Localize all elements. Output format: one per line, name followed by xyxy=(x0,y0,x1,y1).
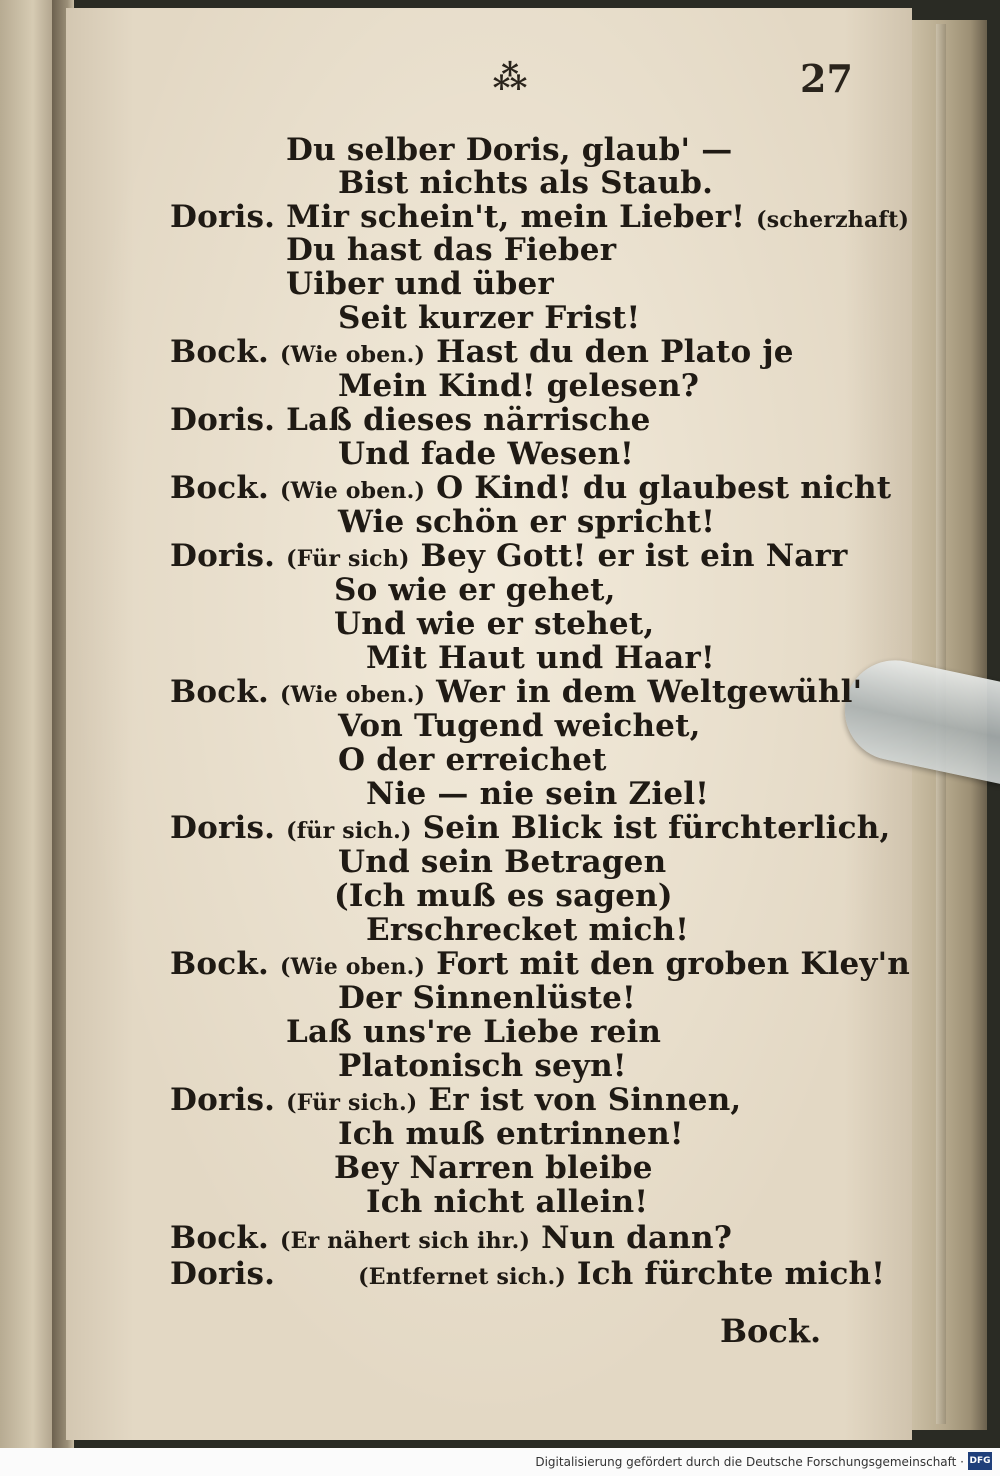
stage-direction: (Wie oben.) xyxy=(280,682,426,708)
speaker-name: Bock. xyxy=(170,674,270,710)
text-line: (Ich muß es sagen) xyxy=(334,878,673,914)
text-line: Nie — nie sein Ziel! xyxy=(366,776,710,812)
stage-direction: (Für sich.) xyxy=(286,1090,418,1116)
text-line: Du selber Doris, glaub' — xyxy=(286,132,733,168)
speaker-name: Bock. xyxy=(170,334,270,370)
text-line: Ich nicht allein! xyxy=(366,1184,649,1220)
text-line: Doris. (Entfernet sich.) Ich fürchte mich! xyxy=(170,1256,886,1292)
stage-direction: (Wie oben.) xyxy=(280,342,426,368)
text-line: Bist nichts als Staub. xyxy=(338,165,714,201)
text-line: Und wie er stehet, xyxy=(334,606,655,642)
text-line: Wie schön er spricht! xyxy=(338,504,716,540)
text-line: Mein Kind! gelesen? xyxy=(338,368,700,404)
stage-direction: (Er nähert sich ihr.) xyxy=(280,1228,531,1254)
catchword: Bock. xyxy=(720,1312,822,1350)
stage-direction: (scherzhaft) xyxy=(756,207,910,233)
text-line: Bock. (Wie oben.) Wer in dem Weltgewühl' xyxy=(170,674,863,710)
speaker-name: Bock. xyxy=(170,470,270,506)
speaker-name: Doris. xyxy=(170,1256,276,1292)
text-line: Bock. (Er nähert sich ihr.) Nun dann? xyxy=(170,1220,733,1256)
footer-credit: Digitalisierung gefördert durch die Deutsche Forschungsgemeinschaft · xyxy=(535,1455,964,1469)
text-line: Seit kurzer Frist! xyxy=(338,300,641,336)
stage-direction: (Wie oben.) xyxy=(280,954,426,980)
page-number: 27 xyxy=(800,56,853,101)
speaker-name: Doris. xyxy=(170,810,276,846)
text-line: Bock. (Wie oben.) O Kind! du glaubest nicht xyxy=(170,470,892,506)
text-line: Bock. (Wie oben.) Hast du den Plato je xyxy=(170,334,794,370)
left-page-edge xyxy=(0,0,60,1476)
text-line: Doris. Laß dieses närrische xyxy=(170,402,651,438)
text-line: Platonisch seyn! xyxy=(338,1048,627,1084)
speaker-name: Doris. xyxy=(170,538,276,574)
text-line: Doris. (Für sich) Bey Gott! er ist ein Narr xyxy=(170,538,848,574)
text-line: Und sein Betragen xyxy=(338,844,667,880)
stage-direction: (für sich.) xyxy=(286,818,412,844)
text-line: Doris. (für sich.) Sein Blick ist fürchterlich, xyxy=(170,810,891,846)
text-line: Du hast das Fieber xyxy=(286,232,617,268)
text-line: Bock. (Wie oben.) Fort mit den groben Kley'n xyxy=(170,946,911,982)
text-line: So wie er gehet, xyxy=(334,572,616,608)
dfg-logo: DFG xyxy=(968,1452,992,1470)
text-line: Erschrecket mich! xyxy=(366,912,690,948)
text-line: Doris. (Für sich.) Er ist von Sinnen, xyxy=(170,1082,742,1118)
stage-direction: (Wie oben.) xyxy=(280,478,426,504)
speaker-name: Bock. xyxy=(170,1220,270,1256)
stage-direction: (Für sich) xyxy=(286,546,410,572)
speaker-name: Bock. xyxy=(170,946,270,982)
text-line: Laß uns're Liebe rein xyxy=(286,1014,662,1050)
text-line: Bey Narren bleibe xyxy=(334,1150,653,1186)
text-line: Mit Haut und Haar! xyxy=(366,640,715,676)
text-line: Doris. Mir schein't, mein Lieber! (scherzhaft) xyxy=(170,199,910,235)
text-line: Uiber und über xyxy=(286,266,554,302)
text-line: Von Tugend weichet, xyxy=(338,708,701,744)
speaker-name: Doris. xyxy=(170,1082,276,1118)
text-line: Der Sinnenlüste! xyxy=(338,980,636,1016)
text-line: Und fade Wesen! xyxy=(338,436,634,472)
header-ornament: ⁂ xyxy=(492,58,528,98)
text-line: Ich muß entrinnen! xyxy=(338,1116,684,1152)
stage-direction: (Entfernet sich.) xyxy=(358,1264,566,1290)
speaker-name: Doris. xyxy=(170,402,276,438)
text-line: O der erreichet xyxy=(338,742,607,778)
speaker-name: Doris. xyxy=(170,199,276,235)
